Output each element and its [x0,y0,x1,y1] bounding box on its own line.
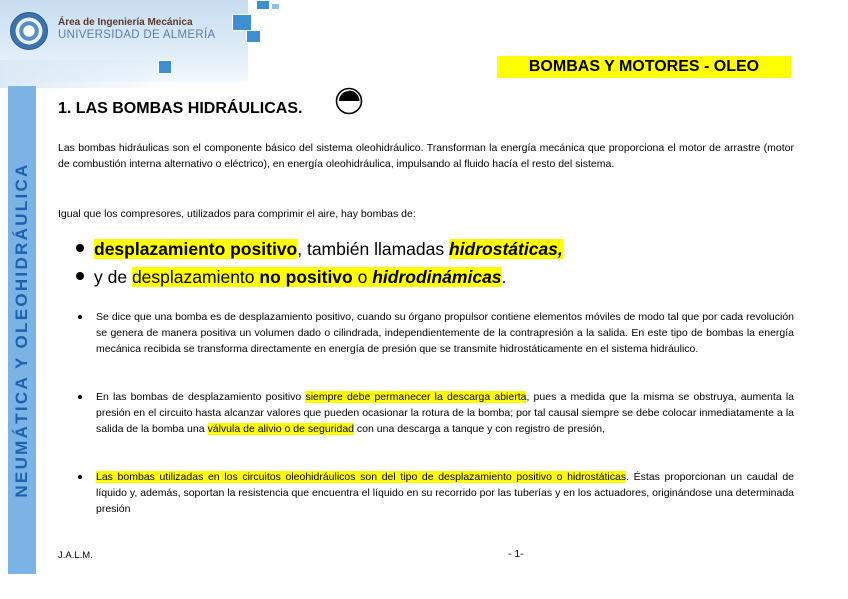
list-item-text: Se dice que una bomba es de desplazamiento positivo, cuando su órgano propulsor contiene elementos móviles de modo tal que por cada revolución se genera de manera positiva un volumen dado o cilindrada, independientemente de la contrapresión a la salida. En este tipo de bombas la energía mecánica recibida se transforma directamente en energía de presión que se transmite hidrostáticamente en el sistema hidráulico. [96,311,794,355]
type-term: desplazamiento positivo [94,239,298,259]
highlight-run: Las bombas utilizadas en los circuitos oleohidráulicos son del tipo de desplazamiento positivo o hidrostáticas [96,471,627,483]
university-seal-icon [10,12,48,50]
text-run: con una descarga a tanque y con registro de presión, [354,423,606,435]
type-term: hidrodinámicas [372,267,502,287]
header-university: UNIVERSIDAD DE ALMERÍA [58,29,216,41]
sidebar-title: NEUMÁTICA Y OLEOHIDRÁULICA [12,162,31,498]
list-item [78,389,794,453]
deco-square [232,14,252,31]
list-item-text [96,469,794,517]
bullet-dot [78,475,82,479]
type-item-non-positive [76,264,506,290]
type-item-positive [76,236,563,262]
text-run: En las bombas de desplazamiento positivo [96,391,306,403]
bullet-dot [78,395,82,399]
text-run: . Éstas proporcionan un caudal de líquido y, además, soportan la resistencia que encuentra el líquido en su recorrido por las tuberías y en los actuadores, originándose una determinada presión [96,471,794,515]
list-item [78,469,794,517]
header-fade [0,60,180,88]
type-term: hidrostáticas, [448,239,563,259]
footer-author: J.A.L.M. [58,550,93,561]
bullet-dot [76,244,84,252]
intro-paragraph-types: Igual que los compresores, utilizados para comprimir el aire, hay bombas de: [58,208,416,220]
clock-nav-icon[interactable] [334,86,364,116]
list-item-text [96,389,794,437]
bullet-dot [78,315,82,319]
intro-paragraph: Las bombas hidráulicas son el componente básico del sistema oleohidráulico. Transforman la energía mecánica que proporciona el motor de arrastre (motor de combustión interna alternativo o eléctrico), en energía oleohidráulica, impulsando al fluido hacía el resto del sistema. [58,142,794,170]
deco-square [158,60,172,74]
type-text: , también llamadas [297,239,449,259]
header-area: Área de Ingeniería Mecánica [58,17,193,28]
type-text: y de [94,267,132,287]
list-item [78,309,794,373]
deco-square [271,3,280,10]
type-text: . [501,267,507,287]
highlight-run: siempre debe permanecer la descarga abierta [305,391,527,403]
type-text: o [352,267,373,287]
deco-square [256,0,270,10]
section-heading: 1. LAS BOMBAS HIDRÁULICAS. [58,100,303,117]
bullet-dot [76,272,84,280]
page-number: - 1- [508,548,524,560]
deco-square [246,30,261,43]
type-term: desplazamiento [131,267,260,287]
text-run: , pues a medida que la misma se obstruya, aumenta la presión en el circuito hasta alcanzar valores que pueden ocasionar la rotura de la bomba; por tal causal siempre se debe colocar inmediatamente a la salida de la bomba una [96,391,794,435]
document-title: BOMBAS Y MOTORES - OLEO [497,56,791,78]
highlight-run: válvula de alivio o de seguridad [207,423,355,435]
type-term: no positivo [259,267,353,287]
